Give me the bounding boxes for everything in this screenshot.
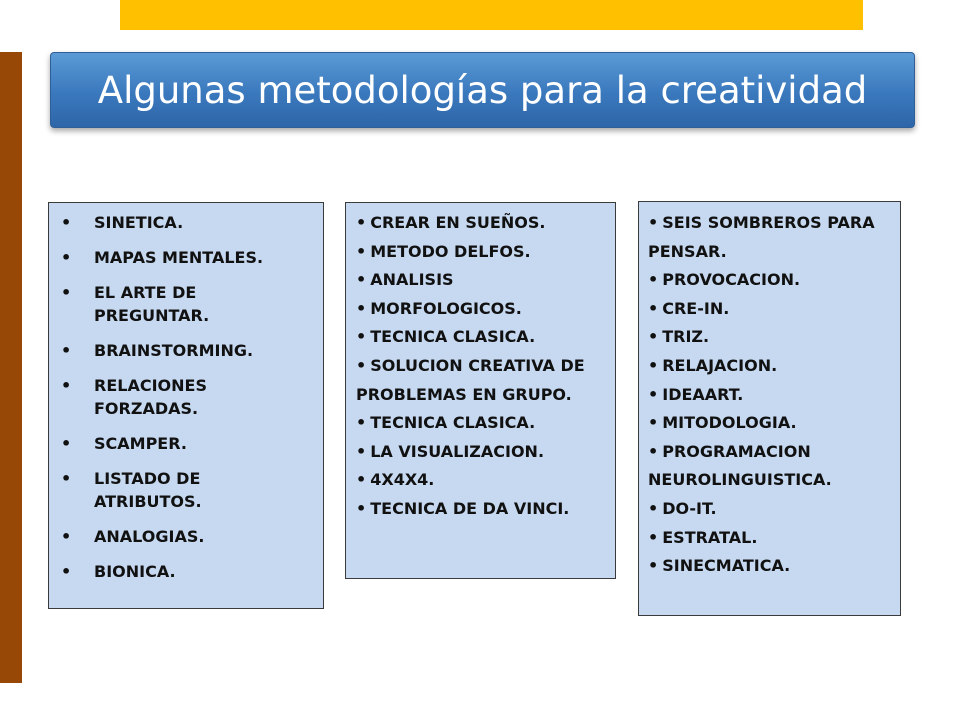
bullet-icon: • [648,384,659,404]
list-item [648,266,892,295]
list-item [648,352,892,381]
list-item [648,209,892,266]
bullet-icon: • [648,270,659,290]
list-item [648,323,892,352]
list-item-text: SINECMATICA. [662,556,791,576]
list-item-text: LA VISUALIZACION. [370,441,545,461]
list-item [648,381,892,410]
methods-panel-left [48,202,324,609]
bullet-icon: • [648,213,659,232]
bullet-icon: • [356,241,367,261]
left-accent-bar [0,52,22,683]
methods-list-right [648,209,892,581]
list-item [648,409,892,438]
bullet-icon: • [648,355,659,375]
bullet-icon: • [61,434,72,453]
list-item [356,238,607,267]
list-item [356,323,607,352]
methods-panel-middle [345,202,616,579]
list-item-text: PROGRAMACION NEUROLINGUISTICA. [648,441,832,490]
list-item-text: DO-IT. [662,498,717,518]
list-item-text: SEIS SOMBREROS PARA PENSAR. [648,213,875,261]
list-item-text: ANALOGIAS. [94,527,205,546]
list-item-text: TECNICA DE DA VINCI. [370,498,570,518]
list-item-text: METODO DELFOS. [370,241,531,261]
bullet-icon: • [61,527,72,546]
bullet-icon: • [356,498,367,518]
list-item [356,295,607,324]
list-item-text: TECNICA CLASICA. [370,413,536,433]
list-item-text: SOLUCION CREATIVA DE PROBLEMAS EN GRUPO. [356,355,585,404]
list-item [49,432,313,455]
bullet-icon: • [648,498,659,518]
list-item [648,438,892,495]
bullet-icon: • [61,283,72,302]
list-item [648,295,892,324]
list-item-text: MAPAS MENTALES. [94,248,264,267]
list-item-text: RELACIONES FORZADAS. [94,376,207,418]
bullet-icon: • [356,355,367,375]
list-item [49,281,313,327]
list-item-text: PROVOCACION. [662,270,801,290]
list-item-text: EL ARTE DE PREGUNTAR. [94,283,210,325]
list-item-text: BRAINSTORMING. [94,341,254,360]
list-item-text: CRE-IN. [662,298,730,318]
methods-list-left [49,211,313,583]
list-item [356,495,607,524]
list-item [356,266,607,295]
list-item [49,211,313,234]
list-item [356,352,607,409]
list-item [356,466,607,495]
list-item-text: ANALISIS [370,270,454,290]
list-item-text: SINETICA. [94,213,184,232]
bullet-icon: • [648,527,659,547]
list-item-text: MORFOLOGICOS. [370,298,522,318]
bullet-icon: • [356,413,367,433]
list-item [49,246,313,269]
slide-title: Algunas metodologías para la creatividad [97,68,868,112]
list-item-text: MITODOLOGIA. [662,413,797,433]
bullet-icon: • [648,413,659,433]
bullet-icon: • [648,298,659,318]
bullet-icon: • [356,213,367,232]
bullet-icon: • [648,441,659,461]
list-item [49,339,313,362]
methods-list-middle [356,209,607,524]
list-item-text: BIONICA. [94,562,176,581]
list-item-text: SCAMPER. [94,434,187,453]
top-accent-bar [120,0,863,30]
list-item-text: TECNICA CLASICA. [370,327,536,347]
bullet-icon: • [356,441,367,461]
list-item [49,467,313,513]
bullet-icon: • [61,213,72,232]
bullet-icon: • [61,562,72,581]
title-banner [50,52,915,128]
bullet-icon: • [356,270,367,290]
list-item-text: TRIZ. [662,327,710,347]
bullet-icon: • [61,376,72,395]
list-item [49,374,313,420]
list-item [648,495,892,524]
list-item [356,409,607,438]
list-item-text: 4X4X4. [370,470,435,490]
list-item [648,552,892,581]
bullet-icon: • [356,298,367,318]
list-item [49,560,313,583]
list-item [356,438,607,467]
bullet-icon: • [356,327,367,347]
list-item [49,525,313,548]
bullet-icon: • [648,556,659,576]
list-item-text: RELAJACION. [662,355,778,375]
list-item-text: ESTRATAL. [662,527,758,547]
bullet-icon: • [61,248,72,267]
list-item-text: LISTADO DE ATRIBUTOS. [94,469,202,511]
list-item [648,524,892,553]
bullet-icon: • [356,470,367,490]
methods-panel-right [638,201,901,616]
list-item-text: IDEAART. [662,384,744,404]
list-item-text: CREAR EN SUEÑOS. [370,213,546,232]
bullet-icon: • [61,469,72,488]
bullet-icon: • [61,341,72,360]
bullet-icon: • [648,327,659,347]
list-item [356,209,607,238]
